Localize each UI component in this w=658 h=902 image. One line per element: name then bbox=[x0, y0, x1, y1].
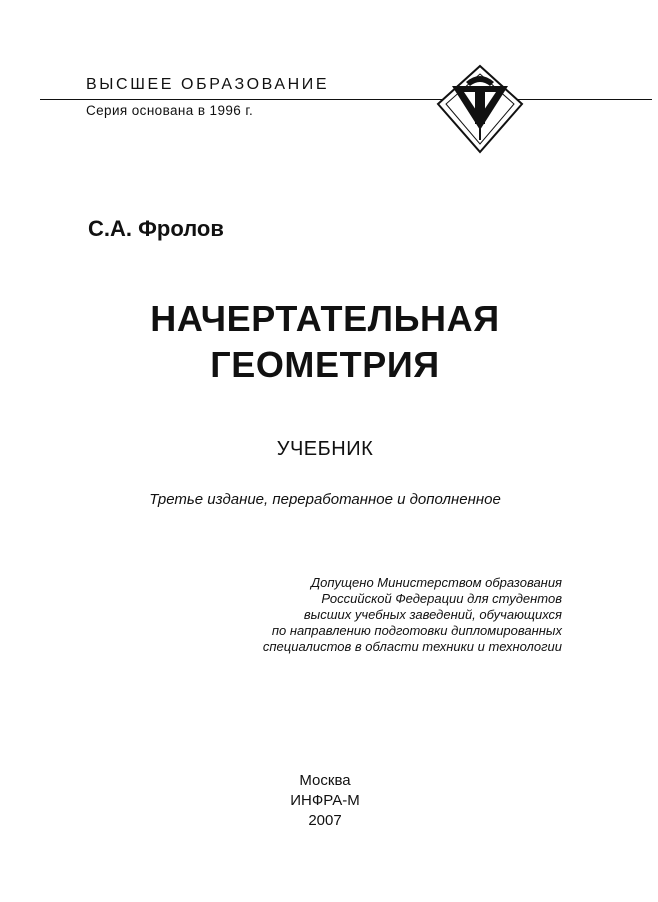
book-type: УЧЕБНИК bbox=[276, 438, 374, 460]
imprint-year: 2007 bbox=[308, 812, 342, 829]
imprint-publisher: ИНФРА-М bbox=[290, 792, 360, 809]
imprint-city: Москва bbox=[299, 772, 351, 789]
imprint bbox=[0, 771, 650, 831]
series-subtitle: Серия основана в 1996 г. bbox=[86, 103, 254, 118]
approval-line: Допущено Министерством образования bbox=[310, 575, 562, 590]
approval-line: по направлению подготовки дипломированных bbox=[271, 623, 562, 638]
series-title: ВЫСШЕЕ ОБРАЗОВАНИЕ bbox=[86, 76, 330, 93]
book-title-line-2: ГЕОМЕТРИЯ bbox=[210, 344, 440, 385]
book-title-line-1: НАЧЕРТАТЕЛЬНАЯ bbox=[150, 298, 500, 339]
edition-note: Третье издание, переработанное и дополненное bbox=[149, 491, 501, 508]
author-name: С.А. Фролов bbox=[88, 216, 224, 241]
publisher-emblem-icon bbox=[436, 64, 524, 154]
approval-line: высших учебных заведений, обучающихся bbox=[303, 607, 562, 622]
approval-line: специалистов в области техники и технологии bbox=[262, 639, 562, 654]
approval-line: Российской Федерации для студентов bbox=[321, 591, 562, 606]
header-rule bbox=[40, 99, 652, 100]
book-title bbox=[0, 296, 650, 388]
approval-stamp-text bbox=[202, 575, 562, 655]
